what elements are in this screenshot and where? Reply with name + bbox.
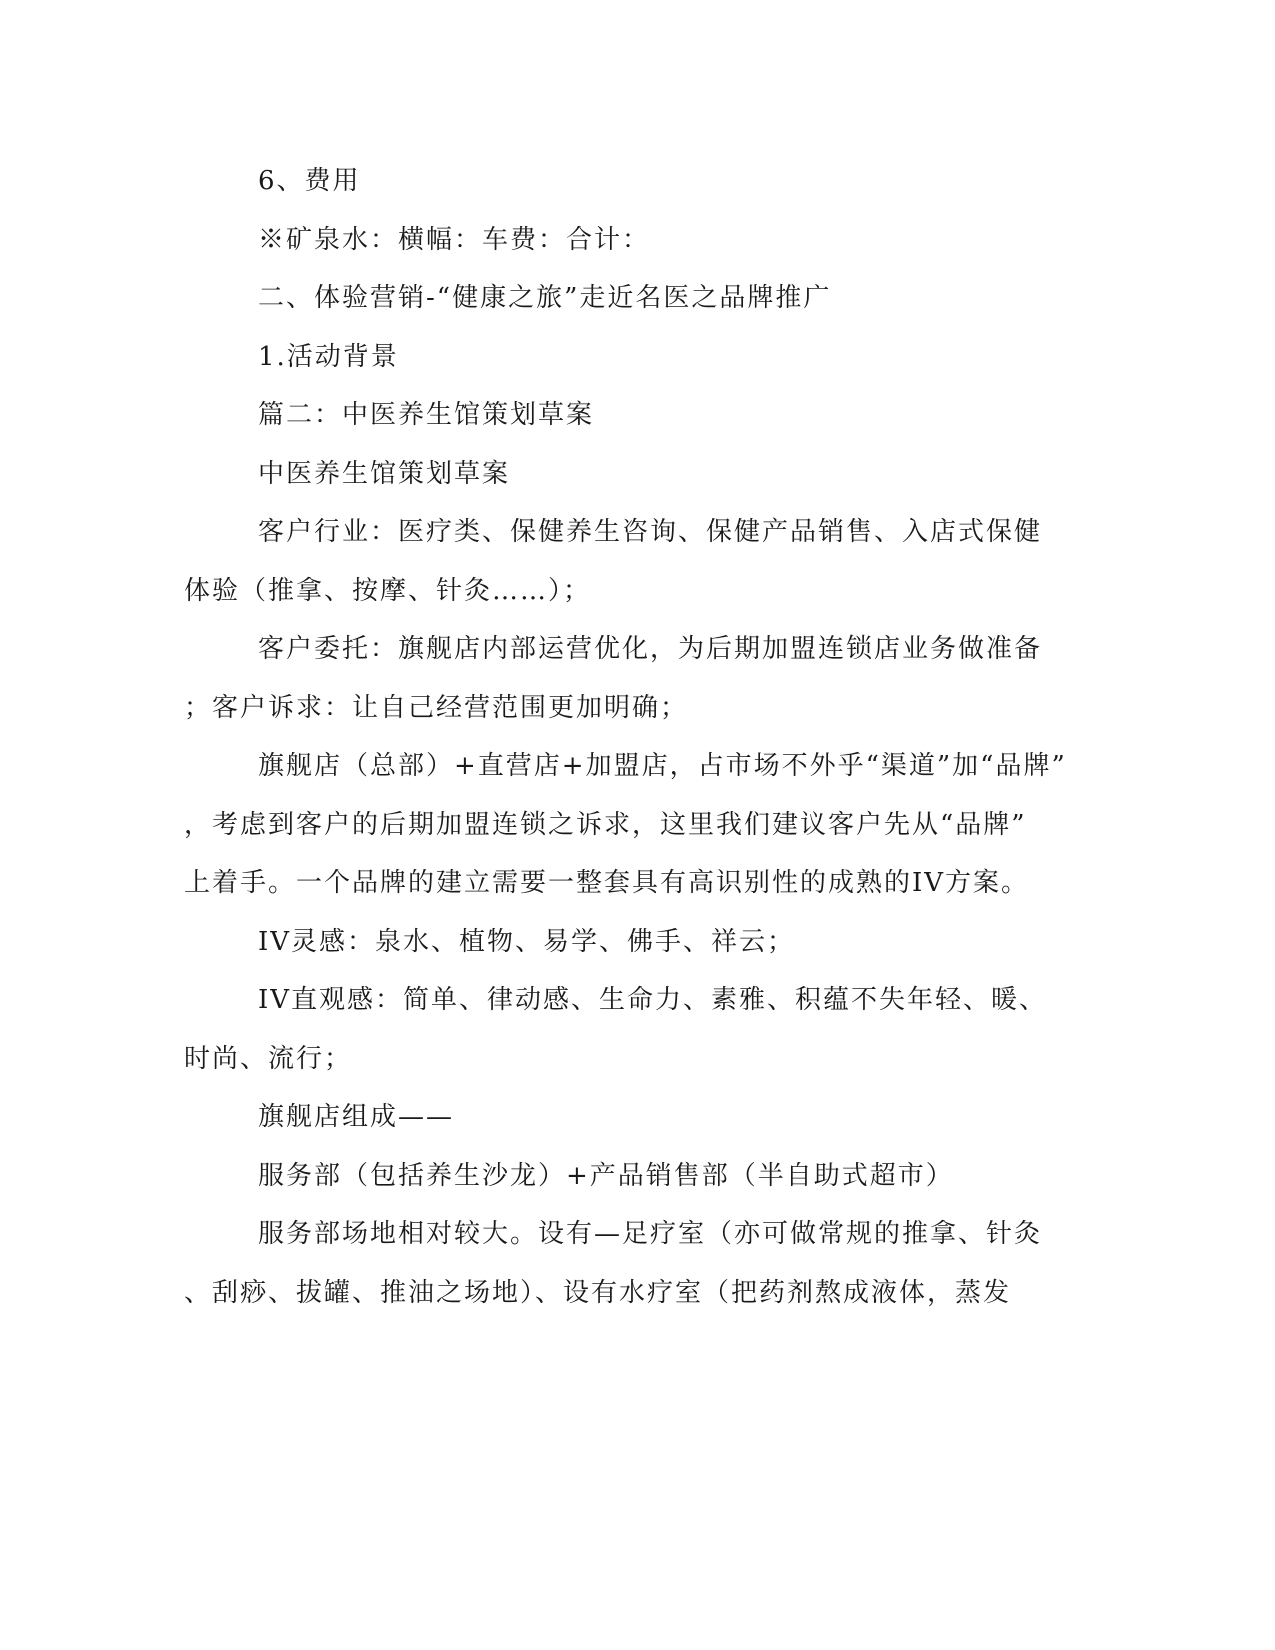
- paragraph-store-structure: 旗舰店（总部）+直营店+加盟店，占市场不外乎“渠道”加“品牌”: [258, 751, 1067, 781]
- paragraph-section-two-heading: 二、体验营销-“健康之旅”走近名医之品牌推广: [258, 283, 832, 313]
- paragraph-flagship-composition: 旗舰店组成——: [258, 1102, 455, 1132]
- paragraph-heading-fees: 6、费用: [258, 166, 361, 196]
- paragraph-part-two-title: 篇二：中医养生馆策划草案: [258, 400, 595, 430]
- paragraph-client-industry: 客户行业：医疗类、保健养生咨询、保健产品销售、入店式保健: [258, 517, 1043, 547]
- paragraph-activity-background: 1.活动背景: [258, 342, 399, 372]
- paragraph-service-department-cont: 、刮痧、拔罐、推油之场地）、设有水疗室（把药剂熬成液体，蒸发: [184, 1278, 1012, 1308]
- paragraph-client-commission-cont: ；客户诉求：让自己经营范围更加明确；: [184, 693, 689, 723]
- paragraph-iv-perception: IV直观感：简单、律动感、生命力、素雅、积蕴不失年轻、暖、: [258, 985, 1048, 1015]
- paragraph-fee-items: ※矿泉水：横幅：车费：合计：: [258, 225, 651, 255]
- paragraph-iv-inspiration: IV灵感：泉水、植物、易学、佛手、祥云；: [258, 927, 796, 957]
- paragraph-departments: 服务部（包括养生沙龙）+产品销售部（半自助式超市）: [258, 1161, 954, 1191]
- paragraph-store-structure-cont2: 上着手。一个品牌的建立需要一整套具有高识别性的成熟的IV方案。: [184, 868, 1030, 898]
- paragraph-draft-title: 中医养生馆策划草案: [258, 459, 511, 489]
- paragraph-client-commission: 客户委托：旗舰店内部运营优化，为后期加盟连锁店业务做准备: [258, 634, 1043, 664]
- paragraph-service-department: 服务部场地相对较大。设有—足疗室（亦可做常规的推拿、针灸: [258, 1219, 1043, 1249]
- paragraph-client-industry-cont: 体验（推拿、按摩、针灸……）；: [184, 576, 592, 606]
- paragraph-iv-perception-cont: 时尚、流行；: [184, 1044, 353, 1074]
- paragraph-store-structure-cont: ，考虑到客户的后期加盟连锁之诉求，这里我们建议客户先从“品牌”: [184, 810, 1027, 840]
